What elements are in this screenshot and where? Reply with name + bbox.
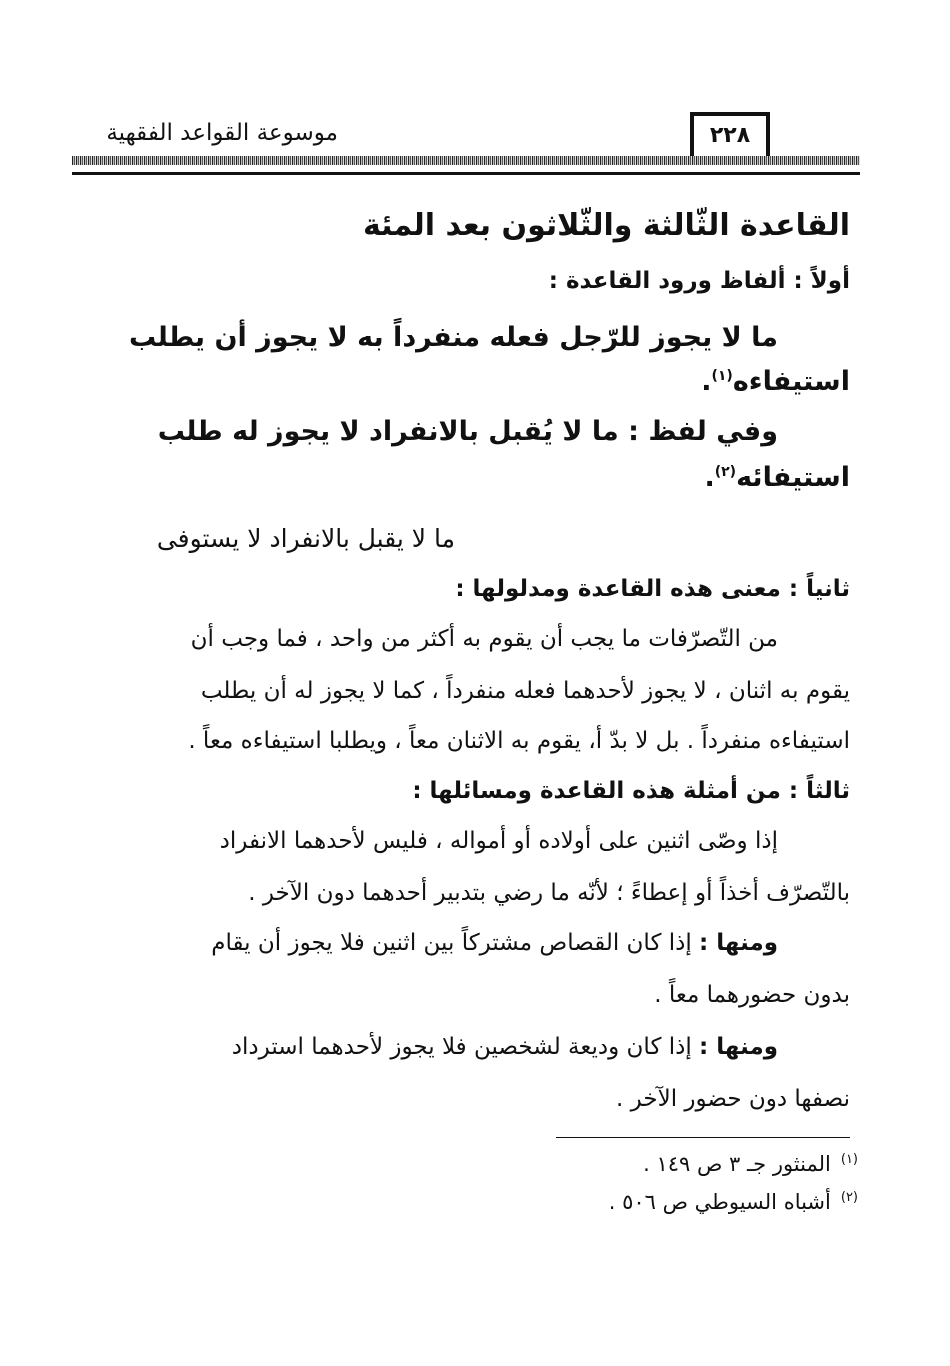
maxim-line: ما لا يقبل بالانفراد لا يستوفى [156, 524, 455, 553]
footnote-1 [643, 1152, 858, 1176]
section2-line-2: يقوم به اثنان ، لا يجوز لأحدهما فعله منفرداً ، كما لا يجوز له أن يطلب [200, 678, 850, 704]
variant-line-1 [80, 416, 850, 447]
section2-heading: ثانياً : معنى هذه القاعدة ومدلولها : [455, 576, 850, 602]
rule-text-end: استيفاءه [732, 366, 850, 397]
variant-text: ما لا يُقبل بالانفراد لا يجوز له طلب [157, 416, 629, 447]
example3-line-1 [80, 1034, 850, 1060]
example2-text: إذا كان القصاص مشتركاً بين اثنين فلا يجوز أن يقام [211, 930, 700, 956]
section2-line-1: من التّصرّفات ما يجب أن يقوم به أكثر من واحد ، فما وجب أن [190, 626, 778, 652]
footnote-2-mark: (٢) [840, 1190, 858, 1205]
page-number: ٢٢٨ [690, 112, 770, 158]
example3-line-2: نصفها دون حضور الآخر . [616, 1086, 850, 1112]
variant-lead: وفي لفظ : [628, 416, 778, 447]
example2-line-1 [80, 930, 850, 956]
rule-text-line-2: استيفاءه$^{(١)}$. [701, 366, 850, 397]
example3-text: إذا كان وديعة لشخصين فلا يجوز لأحدهما استرداد [231, 1034, 700, 1060]
footnote-ref-1: (١) [711, 368, 733, 384]
variant-line-2: استيفائه$^{(٢)}$. [704, 462, 850, 493]
example2-lead: ومنها : [699, 930, 778, 956]
example2-line-2: بدون حضورهما معاً . [654, 982, 850, 1008]
footnote-separator [556, 1137, 850, 1138]
example1-line-1: إذا وصّى اثنين على أولاده أو أمواله ، فليس لأحدهما الانفراد [219, 828, 778, 854]
header-rule [72, 172, 860, 175]
footnote-1-mark: (١) [840, 1152, 858, 1167]
footnote-ref-2: (٢) [714, 464, 737, 480]
example1-line-2: بالتّصرّف أخذاً أو إعطاءً ؛ لأنّه ما رضي بتدبير أحدهما دون الآخر . [248, 880, 850, 906]
running-header-title: موسوعة القواعد الفقهية [106, 120, 338, 146]
section3-heading: ثالثاً : من أمثلة هذه القاعدة ومسائلها : [412, 778, 850, 804]
section2-line-3: استيفاءه منفرداً . بل لا بدّ أ، يقوم به الاثنان معاً ، ويطلبا استيفاءه معاً . [188, 728, 850, 754]
footnote-2 [609, 1190, 858, 1214]
rule-title: القاعدة الثّالثة والثّلاثون بعد المئة [362, 208, 850, 243]
variant-text-end: استيفائه [736, 462, 850, 493]
example3-lead: ومنها : [699, 1034, 778, 1060]
footnote-2-text: أشباه السيوطي ص ٥٠٦ . [608, 1190, 831, 1214]
section1-heading: أولاً : ألفاظ ورود القاعدة : [548, 268, 850, 294]
rule-text-line-1: ما لا يجوز للرّجل فعله منفرداً به لا يجوز أن يطلب [129, 322, 778, 353]
footnote-1-text: المنثور جـ ٣ ص ١٤٩ . [643, 1152, 831, 1176]
header-pattern-band [72, 156, 860, 165]
